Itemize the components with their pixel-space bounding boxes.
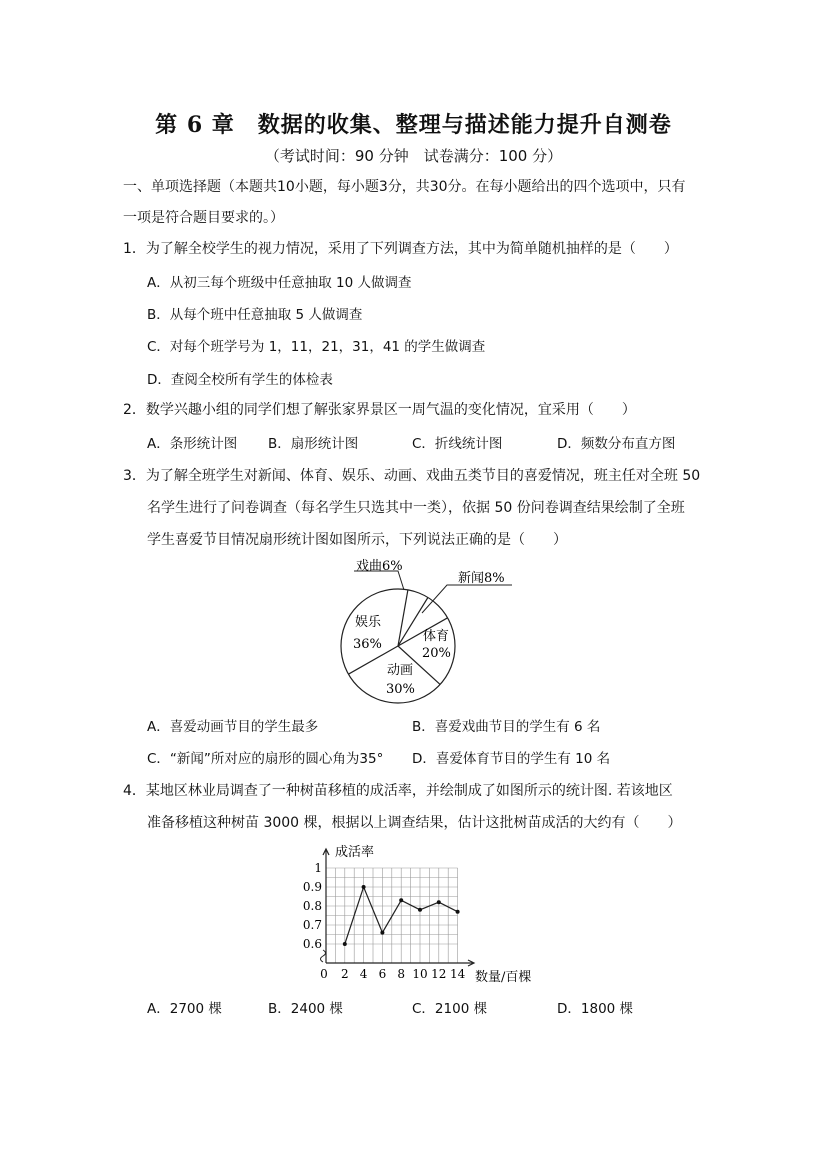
question-4-stem-line2: 准备移植这种树苗 3000 棵，根据以上调查结果，估计这批树苗成活的大约有（ ） — [147, 815, 682, 831]
y-tick-label: 0.6 — [302, 937, 322, 951]
x-tick-label: 14 — [449, 967, 466, 981]
question-3-stem-line2: 名学生进行了问卷调查（每名学生只选其中一类），依据 50 份问卷调查结果绘制了全班 — [147, 500, 685, 516]
question-2-option-c: C．折线统计图 — [412, 436, 503, 452]
data-point — [437, 900, 441, 904]
pie-label-tiyu-value: 20% — [422, 646, 451, 661]
x-axis-label: 数量/百棵 — [475, 970, 532, 985]
x-tick-labels — [320, 967, 465, 981]
question-4-option-d: D．1800 棵 — [557, 1001, 634, 1017]
question-3-option-c: C．“新闻”所对应的扇形的圆心角为35° — [147, 751, 384, 767]
x-tick-label: 0 — [320, 967, 328, 981]
question-1-option-b: B．从每个班中任意抽取 5 人做调查 — [147, 307, 363, 323]
pie-label-tiyu-name: 体育 — [423, 629, 450, 644]
section-instruction-line1: 一、单项选择题（本题共10小题，每小题3分，共30分。在每小题给出的四个选项中，只有 — [123, 179, 686, 195]
y-tick-label: 0.8 — [302, 899, 322, 913]
x-tick-label: 2 — [340, 967, 349, 981]
pie-label-yule-name: 娱乐 — [355, 615, 382, 630]
y-tick-label: 0.7 — [302, 918, 322, 932]
y-tick-label: 0.9 — [302, 880, 322, 894]
axis-break-mark — [321, 950, 326, 962]
page-title: 第 6 章 数据的收集、整理与描述能力提升自测卷 — [155, 112, 672, 138]
pie-label-donghua-value: 30% — [386, 682, 415, 697]
pie-label-yule-value: 36% — [353, 637, 382, 652]
pie-label-donghua-name: 动画 — [387, 663, 414, 678]
x-tick-label: 8 — [397, 967, 406, 981]
data-point — [456, 910, 460, 914]
exam-info: （考试时间：90 分钟 试卷满分：100 分） — [264, 147, 563, 165]
question-1-stem: 1．为了解全校学生的视力情况，采用了下列调查方法，其中为简单随机抽样的是（ ） — [123, 241, 678, 257]
question-4-option-c: C．2100 棵 — [412, 1001, 488, 1017]
question-1-option-c: C．对每个班学号为 1，11，21，31，41 的学生做调查 — [147, 339, 486, 355]
y-axis-label: 成活率 — [335, 845, 375, 860]
question-2-option-a: A．条形统计图 — [147, 436, 238, 452]
data-point — [418, 908, 422, 912]
data-point — [362, 885, 366, 889]
x-tick-label: 12 — [431, 967, 447, 981]
data-point — [399, 898, 403, 902]
question-3-option-d: D．喜爱体育节目的学生有 10 名 — [412, 751, 611, 767]
y-tick-label: 1 — [314, 861, 322, 875]
question-1-option-a: A．从初三每个班级中任意抽取 10 人做调查 — [147, 275, 412, 291]
question-3-option-a: A．喜爱动画节目的学生最多 — [147, 719, 319, 735]
question-4-option-a: A．2700 棵 — [147, 1001, 222, 1017]
x-tick-label: 4 — [359, 967, 368, 981]
question-3-option-b: B．喜爱戏曲节目的学生有 6 名 — [412, 719, 601, 735]
pie-chart — [330, 553, 530, 708]
x-tick-label: 6 — [378, 967, 387, 981]
pie-label-xinwen: 新闻8% — [458, 571, 505, 586]
section-instruction-line2: 一项是符合题目要求的。） — [123, 210, 284, 226]
xinwen-callout-line — [422, 585, 512, 613]
question-3-stem-line1: 3．为了解全班学生对新闻、体育、娱乐、动画、戏曲五类节目的喜爱情况，班主任对全班 50 — [123, 468, 701, 484]
question-2-stem: 2．数学兴趣小组的同学们想了解张家界景区一周气温的变化情况，宜采用（ ） — [123, 402, 636, 418]
question-2-option-b: B．扇形统计图 — [268, 436, 359, 452]
question-4-option-b: B．2400 棵 — [268, 1001, 343, 1017]
pie-label-xiqu: 戏曲6% — [356, 559, 403, 574]
question-1-option-d: D．查阅全校所有学生的体检表 — [147, 372, 333, 388]
question-3-stem-line3: 学生喜爱节目情况扇形统计图如图所示，下列说法正确的是（ ） — [147, 532, 567, 548]
data-point — [343, 942, 347, 946]
x-tick-label: 10 — [412, 967, 428, 981]
y-tick-labels — [303, 861, 322, 951]
question-4-stem-line1: 4．某地区林业局调查了一种树苗移植的成活率，并绘制成了如图所示的统计图. 若该地区 — [123, 783, 673, 799]
survival-rate-line-chart — [295, 840, 555, 988]
question-2-option-d: D．频数分布直方图 — [557, 436, 676, 452]
data-point — [380, 931, 384, 935]
